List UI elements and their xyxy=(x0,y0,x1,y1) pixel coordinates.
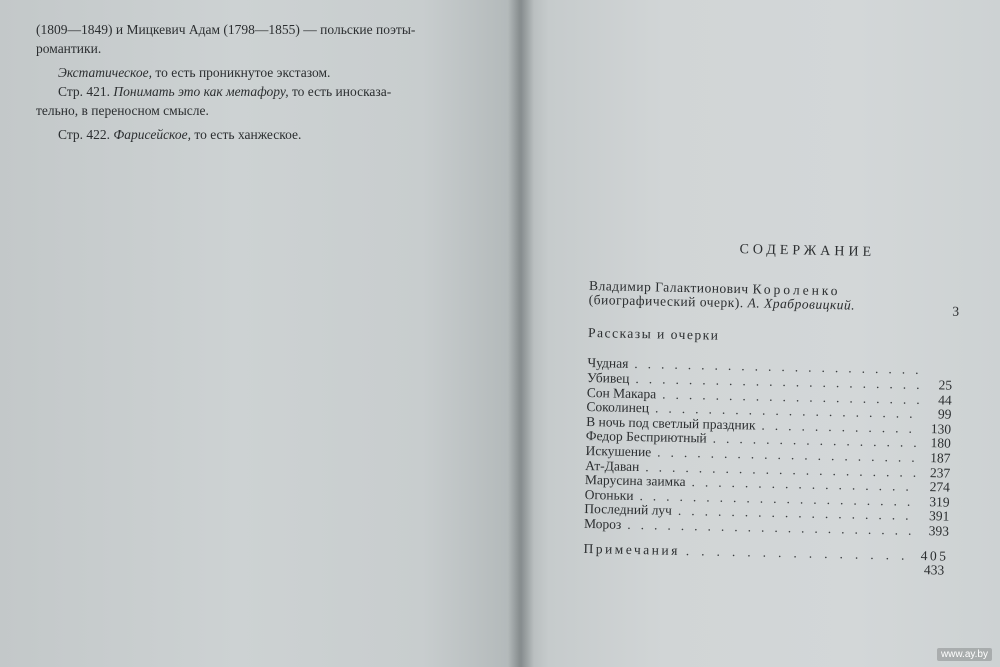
toc-entry-title: Примечания xyxy=(583,540,681,558)
toc-entry-page: 237 xyxy=(929,464,951,481)
toc-entry-page xyxy=(920,374,952,375)
toc-entry-page: 44 xyxy=(938,391,952,408)
note-text: Стр. 422. xyxy=(58,127,114,142)
toc-entry-page: 25 xyxy=(938,377,953,393)
note-italic-term: Понимать это как метафору, xyxy=(113,84,289,99)
toc-entry-page: 405 xyxy=(920,547,949,564)
note-line xyxy=(36,101,476,120)
author-surname: Короленко xyxy=(752,281,841,298)
toc-entry-page: 187 xyxy=(930,450,951,466)
table-of-contents xyxy=(583,240,960,578)
toc-entry-title: Мороз xyxy=(583,515,622,532)
note-text: (1809—1849) и Мицкевич Адам (1798—1855) — польские поэты- xyxy=(36,22,416,37)
author-entry-subtitle: (биографический очерк). xyxy=(588,292,748,311)
toc-list xyxy=(583,356,952,563)
right-page xyxy=(520,0,1000,667)
toc-entry-title: Ат-Даван xyxy=(585,457,640,474)
author-entry xyxy=(588,277,960,319)
author-name: Владимир Галактионович xyxy=(588,277,753,297)
note-text: то есть проникнутое экстазом. xyxy=(151,65,331,80)
toc-title: СОДЕРЖАНИЕ xyxy=(739,242,876,260)
note-line xyxy=(36,39,476,58)
toc-entry-page: 180 xyxy=(930,435,951,451)
toc-entry-page: 130 xyxy=(930,420,952,437)
note-line xyxy=(36,125,476,144)
toc-entry-title: Соколинец xyxy=(586,399,650,416)
note-text: то есть иносказа- xyxy=(288,84,392,99)
note-text: то есть ханжеское. xyxy=(190,127,302,142)
toc-entry-title: Чудная xyxy=(587,355,629,372)
toc-entry-page: 391 xyxy=(928,508,950,524)
toc-entry-title: Федор Бесприютный xyxy=(585,428,707,446)
note-text: романтики. xyxy=(36,41,102,56)
toc-entry-title: Марусина заимка xyxy=(584,472,686,490)
notes-text xyxy=(36,20,476,144)
toc-entry-page: 274 xyxy=(929,479,951,495)
book-gutter xyxy=(508,0,534,667)
note-italic-term: Фарисейское, xyxy=(113,127,191,142)
note-italic-term: Экстатическое, xyxy=(58,65,152,80)
note-line xyxy=(36,63,476,82)
watermark: www.ay.by xyxy=(937,648,992,661)
toc-entry-title: Последний луч xyxy=(584,501,673,519)
toc-entry-title: Искушение xyxy=(585,442,652,460)
toc-entry-page: 99 xyxy=(937,406,952,422)
toc-entry-title: Сон Макара xyxy=(586,384,657,401)
note-text: тельно, в переносном смысле. xyxy=(36,103,209,118)
note-text: Стр. 421. xyxy=(58,84,114,99)
toc-entry-title: В ночь под светлый праздник xyxy=(586,413,756,433)
author-entry-page: 3 xyxy=(952,303,960,319)
author-entry-by: А. Храбровицкий. xyxy=(747,295,856,313)
toc-last-page: 433 xyxy=(923,562,945,578)
toc-entry-page: 319 xyxy=(929,493,950,510)
section-heading: Рассказы и очерки xyxy=(587,324,720,343)
note-line xyxy=(36,82,476,101)
toc-entry-title: Огоньки xyxy=(584,486,634,503)
toc-entry-title: Убивец xyxy=(586,369,630,386)
toc-entry-page: 393 xyxy=(928,523,950,539)
note-line xyxy=(36,20,476,39)
